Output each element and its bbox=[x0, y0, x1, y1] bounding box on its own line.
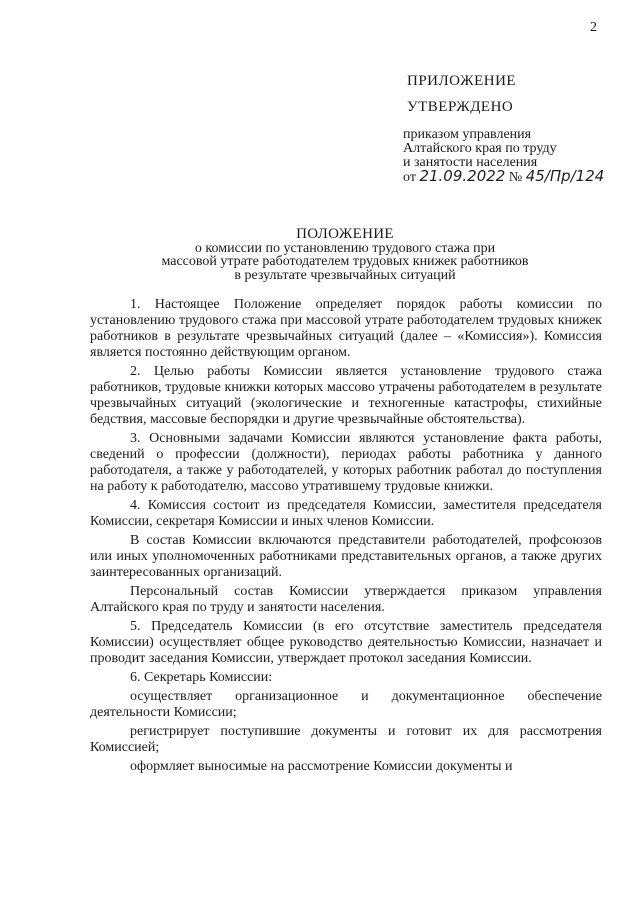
order-date-line bbox=[403, 167, 604, 186]
appendix-label: ПРИЛОЖЕНИЕ bbox=[407, 73, 517, 89]
title-heading: ПОЛОЖЕНИЕ bbox=[296, 226, 394, 242]
paragraph: Персональный состав Комиссии утверждается приказом управления Алтайского края по труду и занятости населения. bbox=[90, 584, 602, 615]
order-reference bbox=[403, 128, 557, 170]
paragraph: 2. Целью работы Комиссии является установление трудового стажа работников, трудовые книжки которых массово утрачены работодателем в результате чрезвычайных ситуаций (экологические и техногенные катастрофы, стихийные бедствия, массовые беспорядки и другие чрезвычайные обстоятельства). bbox=[90, 364, 602, 427]
number-prefix: № bbox=[508, 170, 523, 185]
document-body bbox=[90, 297, 602, 778]
order-line: и занятости населения bbox=[403, 155, 538, 170]
paragraph: 5. Председатель Комиссии (в его отсутствие заместитель председателя Комиссии) осуществляет общее руководство деятельностью Комиссии, назначает и проводит заседания Комиссии, утверждает протокол заседания Комиссии. bbox=[90, 619, 602, 666]
paragraph: 3. Основными задачами Комиссии являются установление факта работы, сведений о профессии (должности), периодах работы работника у данного работодателя, а также у работодателей, у которых работник работал до поступления на работу к работодателю, массово утратившему трудовые книжки. bbox=[90, 431, 602, 494]
approved-label: УТВЕРЖДЕНО bbox=[407, 99, 514, 115]
page-number: 2 bbox=[590, 20, 597, 35]
paragraph: оформляет выносимые на рассмотрение Комиссии документы и bbox=[130, 759, 513, 774]
date-prefix: от bbox=[403, 170, 416, 185]
order-line: Алтайского края по труду bbox=[403, 141, 557, 156]
order-line: приказом управления bbox=[403, 127, 532, 142]
title-line: массовой утрате работодателем трудовых книжек работников bbox=[161, 254, 529, 269]
handwritten-number: 45/Пр/124 bbox=[525, 167, 605, 185]
handwritten-date: 21.09.2022 bbox=[419, 167, 506, 185]
document-title bbox=[90, 228, 600, 282]
paragraph: 6. Секретарь Комиссии: bbox=[130, 670, 273, 685]
paragraph: 1. Настоящее Положение определяет порядок работы комиссии по установлению трудового стажа при массовой утрате работодателем трудовых книжек работников в результате чрезвычайных ситуаций (далее – «Комиссия»). Комиссия является постоянно действующим органом. bbox=[90, 297, 602, 360]
paragraph: 4. Комиссия состоит из председателя Комиссии, заместителя председателя Комиссии, секретаря Комиссии и иных членов Комиссии. bbox=[90, 498, 602, 529]
paragraph: регистрирует поступившие документы и готовит их для рассмотрения Комиссией; bbox=[90, 724, 602, 755]
paragraph: осуществляет организационное и документационное обеспечение деятельности Комиссии; bbox=[90, 689, 602, 720]
title-line: в результате чрезвычайных ситуаций bbox=[234, 267, 456, 283]
title-line: о комиссии по установлению трудового стажа при bbox=[194, 240, 496, 256]
paragraph: В состав Комиссии включаются представители работодателей, профсоюзов или иных уполномоченных работниками представительных органов, а также других заинтересованных организаций. bbox=[90, 533, 602, 580]
